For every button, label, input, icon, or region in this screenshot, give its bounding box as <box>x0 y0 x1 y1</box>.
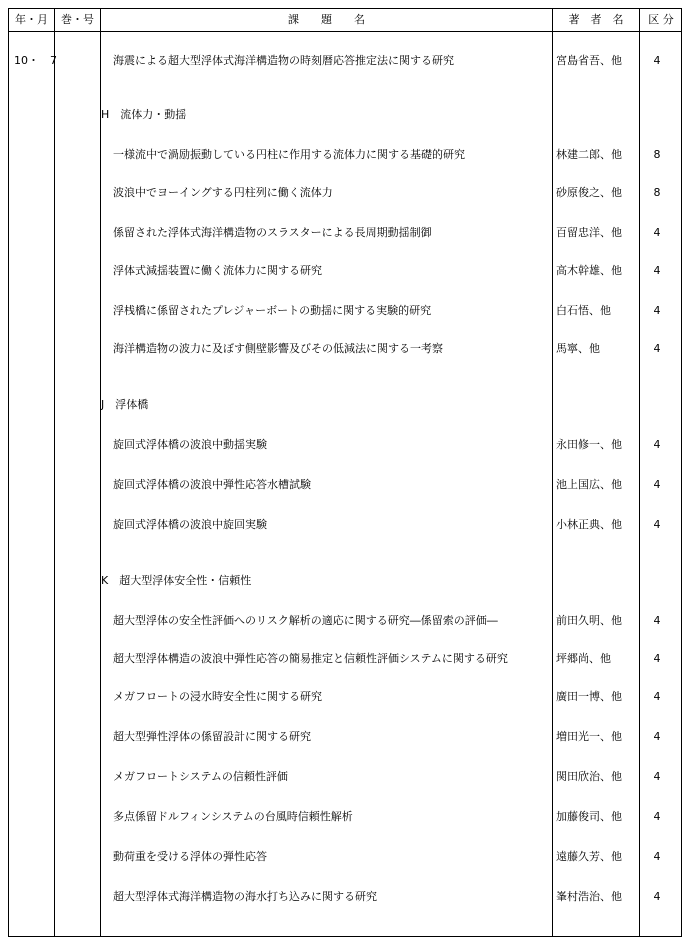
column-divider <box>100 9 101 936</box>
column-divider <box>552 9 553 936</box>
paper-title: 海洋構造物の波力に及ぼす側壁影響及びその低減法に関する一考察 <box>113 342 443 355</box>
paper-author: 白石悟、他 <box>556 304 611 317</box>
section-heading: H 流体力・動揺 <box>101 108 187 121</box>
paper-title: メガフロートの浸水時安全性に関する研究 <box>113 690 322 703</box>
paper-author: 坪郷尚、他 <box>556 652 611 665</box>
paper-title: 旋回式浮体橋の波浪中動揺実験 <box>113 438 267 451</box>
paper-author: 高木幹雄、他 <box>556 264 622 277</box>
paper-class: 8 <box>653 148 661 161</box>
header-class: 区 分 <box>648 13 674 26</box>
paper-title: 超大型浮体式海洋構造物の海水打ち込みに関する研究 <box>113 890 377 903</box>
column-divider <box>639 9 640 936</box>
paper-class: 4 <box>653 690 661 703</box>
paper-class: 4 <box>653 652 661 665</box>
paper-author: 増田光一、他 <box>556 730 622 743</box>
header-date: 年・月 <box>15 13 48 26</box>
paper-author: 遠藤久芳、他 <box>556 850 622 863</box>
paper-class: 4 <box>653 730 661 743</box>
paper-author: 林建二郎、他 <box>556 148 622 161</box>
paper-author: 関田欣治、他 <box>556 770 622 783</box>
paper-title: 多点係留ドルフィンシステムの台風時信頼性解析 <box>113 810 353 823</box>
paper-title: 旋回式浮体橋の波浪中弾性応答水槽試験 <box>113 478 311 491</box>
date-entry: 10・ 7 <box>14 54 57 67</box>
header-title: 課 題 名 <box>288 13 365 26</box>
paper-title: メガフロートシステムの信頼性評価 <box>113 770 288 783</box>
paper-author: 百留忠洋、他 <box>556 226 622 239</box>
paper-class: 4 <box>653 518 661 531</box>
paper-class: 4 <box>653 770 661 783</box>
paper-class: 4 <box>653 342 661 355</box>
header-volume: 巻・号 <box>61 13 94 26</box>
paper-author: 廣田一博、他 <box>556 690 622 703</box>
paper-class: 8 <box>653 186 661 199</box>
paper-title: 波浪中でヨーイングする円柱列に働く流体力 <box>113 186 333 199</box>
paper-author: 馬寧、他 <box>556 342 600 355</box>
section-heading: K 超大型浮体安全性・信頼性 <box>101 574 252 587</box>
paper-title: 超大型浮体構造の波浪中弾性応答の簡易推定と信頼性評価システムに関する研究 <box>113 652 508 665</box>
paper-class: 4 <box>653 438 661 451</box>
document-table <box>8 8 682 937</box>
paper-author: 加藤俊司、他 <box>556 810 622 823</box>
section-heading: J 浮体橋 <box>101 398 149 411</box>
paper-author: 宮島省吾、他 <box>556 54 622 67</box>
paper-title: 旋回式浮体橋の波浪中旋回実験 <box>113 518 267 531</box>
paper-class: 4 <box>653 54 661 67</box>
paper-author: 小林正典、他 <box>556 518 622 531</box>
column-divider <box>54 9 55 936</box>
paper-title: 超大型弾性浮体の係留設計に関する研究 <box>113 730 311 743</box>
paper-class: 4 <box>653 264 661 277</box>
paper-class: 4 <box>653 890 661 903</box>
paper-title: 係留された浮体式海洋構造物のスラスターによる長周期動揺制御 <box>113 226 432 239</box>
paper-title: 超大型浮体の安全性評価へのリスク解析の適応に関する研究―係留索の評価― <box>113 614 498 627</box>
header-divider <box>9 31 681 32</box>
paper-class: 4 <box>653 226 661 239</box>
paper-author: 永田修一、他 <box>556 438 622 451</box>
paper-author: 砂原俊之、他 <box>556 186 622 199</box>
paper-title: 浮桟橋に係留されたプレジャーボートの動揺に関する実験的研究 <box>113 304 432 317</box>
header-author: 著 者 名 <box>568 13 624 26</box>
paper-class: 4 <box>653 478 661 491</box>
paper-class: 4 <box>653 810 661 823</box>
paper-class: 4 <box>653 614 661 627</box>
paper-title: 動荷重を受ける浮体の弾性応答 <box>113 850 267 863</box>
paper-author: 池上国広、他 <box>556 478 622 491</box>
paper-author: 峯村浩治、他 <box>556 890 622 903</box>
paper-class: 4 <box>653 850 661 863</box>
paper-title: 一様流中で渦励振動している円柱に作用する流体力に関する基礎的研究 <box>113 148 465 161</box>
paper-class: 4 <box>653 304 661 317</box>
paper-title: 海震による超大型浮体式海洋構造物の時刻暦応答推定法に関する研究 <box>113 54 454 67</box>
paper-author: 前田久明、他 <box>556 614 622 627</box>
paper-title: 浮体式減揺装置に働く流体力に関する研究 <box>113 264 322 277</box>
